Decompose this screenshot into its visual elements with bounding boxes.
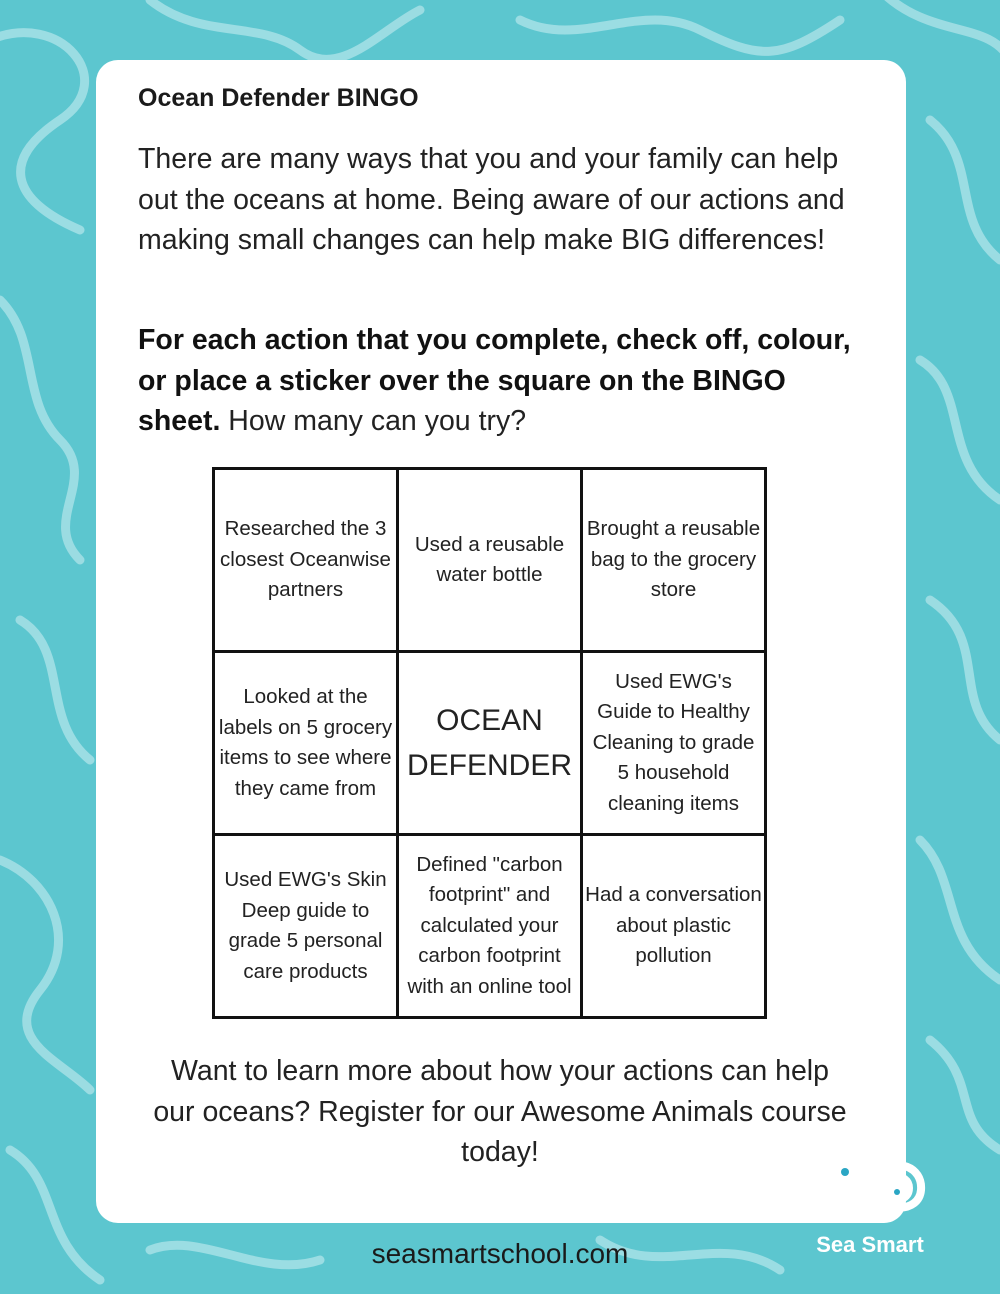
bingo-square[interactable]: Used a reusable water bottle: [398, 469, 582, 652]
bingo-square[interactable]: Used EWG's Skin Deep guide to grade 5 personal care products: [214, 835, 398, 1018]
website-link[interactable]: seasmartschool.com: [371, 1238, 629, 1269]
instructions-paragraph: [138, 320, 858, 442]
bingo-row: [214, 835, 766, 1018]
bingo-square[interactable]: Had a conversation about plastic pollution: [582, 835, 766, 1018]
bingo-square[interactable]: Researched the 3 closest Oceanwise partners: [214, 469, 398, 652]
bingo-square[interactable]: Looked at the labels on 5 grocery items to see where they came from: [214, 652, 398, 835]
bingo-square[interactable]: Brought a reusable bag to the grocery store: [582, 469, 766, 652]
bingo-square[interactable]: Used EWG's Guide to Healthy Cleaning to grade 5 household cleaning items: [582, 652, 766, 835]
instructions-question-text: How many can you try?: [220, 405, 527, 437]
bingo-grid: [212, 467, 767, 1019]
instructions-bold-text: For each action that you complete, check off, colour, or place a sticker over the square on the BINGO sheet.: [138, 324, 851, 437]
page-title: Ocean Defender BINGO: [138, 84, 419, 112]
bingo-row: [214, 652, 766, 835]
sea-smart-logo-text: Sea Smart: [816, 1232, 924, 1257]
bingo-row: [214, 469, 766, 652]
sea-smart-logo-icon: [805, 1120, 940, 1230]
bingo-free-square[interactable]: OCEAN DEFENDER: [398, 652, 582, 835]
course-promo-text: Want to learn more about how your actions can help our oceans? Register for our Awesome Animals course today!: [153, 1055, 847, 1168]
bingo-square[interactable]: Defined "carbon footprint" and calculated your carbon footprint with an online tool: [398, 835, 582, 1018]
intro-paragraph: There are many ways that you and your family can help out the oceans at home. Being aware of our actions and making small changes can help make BIG differences!: [138, 143, 845, 256]
